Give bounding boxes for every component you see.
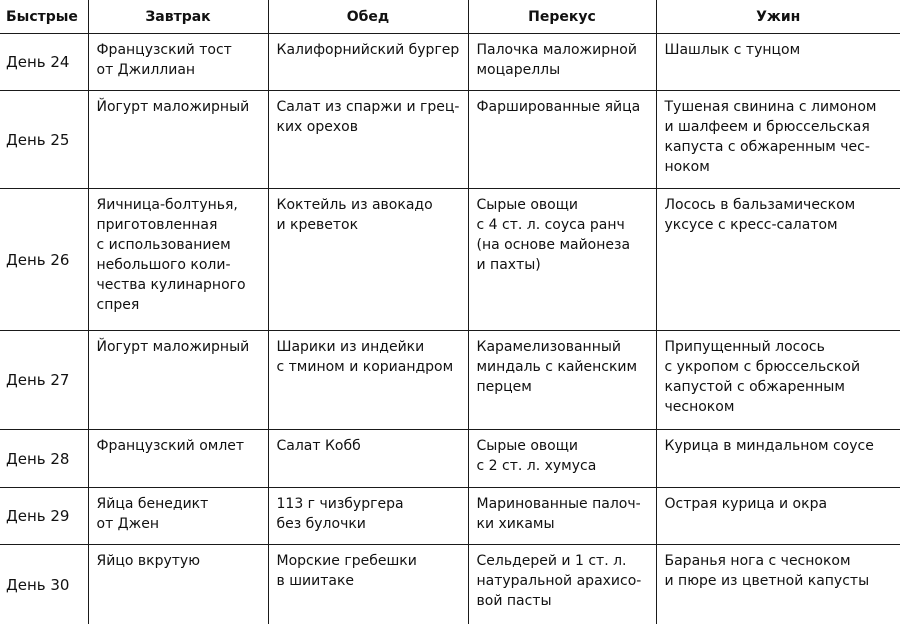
- lunch-cell: Шарики из индейки с тмином и кориандром: [268, 330, 468, 429]
- day-cell: День 25: [0, 91, 88, 189]
- breakfast-cell: Яйцо вкрутую: [88, 545, 268, 624]
- day-cell: День 29: [0, 488, 88, 545]
- header-row: [0, 0, 900, 34]
- table-row: [0, 545, 900, 624]
- header-dinner: Ужин: [656, 0, 900, 34]
- lunch-cell: Морские гребешки в шиитаке: [268, 545, 468, 624]
- breakfast-cell: Йогурт маложирный: [88, 330, 268, 429]
- snack-cell: Сельдерей и 1 ст. л. натуральной арахисо- вой пасты: [468, 545, 656, 624]
- table-row: [0, 34, 900, 91]
- table-row: [0, 488, 900, 545]
- table-row: [0, 91, 900, 189]
- lunch-cell: 113 г чизбургера без булочки: [268, 488, 468, 545]
- breakfast-cell: Яичница-болтунья, приготовленная с использованием небольшого коли- чества кулинарного спрея: [88, 189, 268, 330]
- table-row: [0, 429, 900, 487]
- table-row: [0, 189, 900, 330]
- header-lunch: Обед: [268, 0, 468, 34]
- snack-cell: Карамелизованный миндаль с кайенским перцем: [468, 330, 656, 429]
- dinner-cell: Острая курица и окра: [656, 488, 900, 545]
- dinner-cell: Курица в миндальном соусе: [656, 429, 900, 487]
- lunch-cell: Салат из спаржи и грец- ких орехов: [268, 91, 468, 189]
- lunch-cell: Салат Кобб: [268, 429, 468, 487]
- dinner-cell: Тушеная свинина с лимоном и шалфеем и брюссельская капуста с обжаренным чес- ноком: [656, 91, 900, 189]
- dinner-cell: Баранья нога с чесноком и пюре из цветной капусты: [656, 545, 900, 624]
- day-cell: День 28: [0, 429, 88, 487]
- header-day: Быстрые: [0, 0, 88, 34]
- day-cell: День 26: [0, 189, 88, 330]
- dinner-cell: Припущенный лосось с укропом с брюссельской капустой с обжаренным чесноком: [656, 330, 900, 429]
- snack-cell: Палочка маложирной моцареллы: [468, 34, 656, 91]
- lunch-cell: Калифорнийский бургер: [268, 34, 468, 91]
- table-row: [0, 330, 900, 429]
- breakfast-cell: Йогурт маложирный: [88, 91, 268, 189]
- snack-cell: Фаршированные яйца: [468, 91, 656, 189]
- day-cell: День 24: [0, 34, 88, 91]
- header-snack: Перекус: [468, 0, 656, 34]
- table-header: [0, 0, 900, 34]
- header-breakfast: Завтрак: [88, 0, 268, 34]
- dinner-cell: Лосось в бальзамическом уксусе с кресс-салатом: [656, 189, 900, 330]
- breakfast-cell: Французский тост от Джиллиан: [88, 34, 268, 91]
- snack-cell: Маринованные палоч- ки хикамы: [468, 488, 656, 545]
- lunch-cell: Коктейль из авокадо и креветок: [268, 189, 468, 330]
- snack-cell: Сырые овощи с 4 ст. л. соуса ранч (на основе майонеза и пахты): [468, 189, 656, 330]
- dinner-cell: Шашлык с тунцом: [656, 34, 900, 91]
- breakfast-cell: Французский омлет: [88, 429, 268, 487]
- day-cell: День 30: [0, 545, 88, 624]
- snack-cell: Сырые овощи с 2 ст. л. хумуса: [468, 429, 656, 487]
- breakfast-cell: Яйца бенедикт от Джен: [88, 488, 268, 545]
- table-body: [0, 34, 900, 624]
- day-cell: День 27: [0, 330, 88, 429]
